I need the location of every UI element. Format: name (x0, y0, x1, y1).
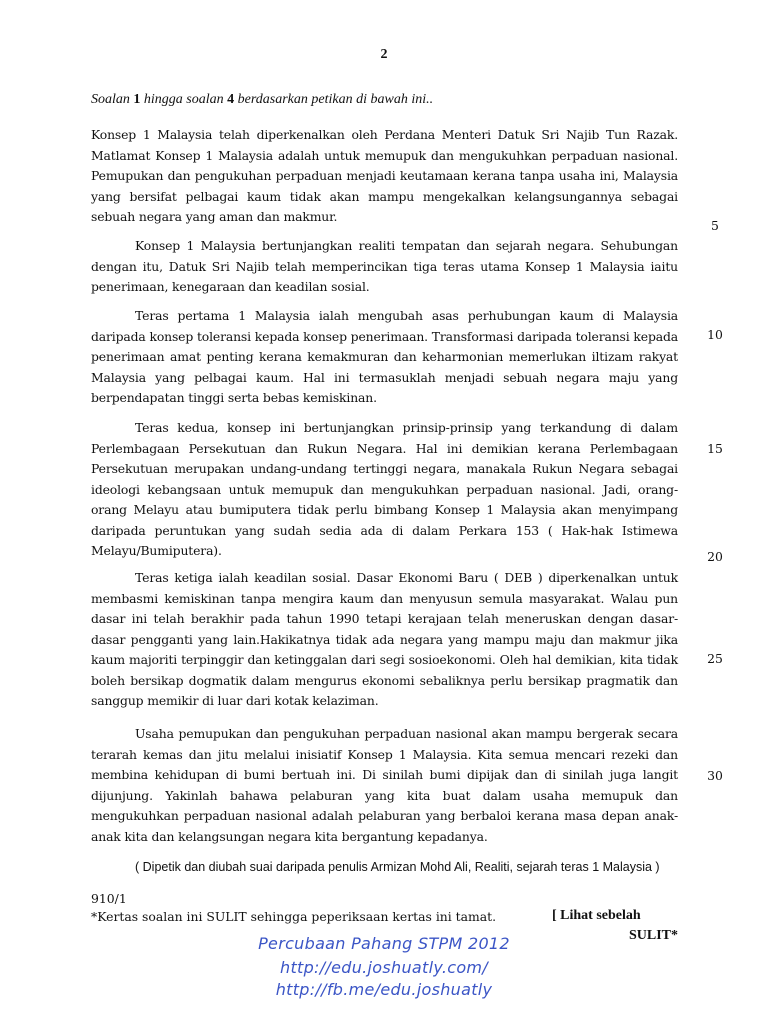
paragraph-5: Teras ketiga ialah keadilan sosial. Dasar Ekonomi Baru ( DEB ) diperkenalkan untuk membasmi kemiskinan tanpa mengira kaum dan menyusun semula masyarakat. Walau pun dasar ini telah berakhir pada tahun 1990 tetapi kerajaan telah meneruskan dengan dasar-dasar pengganti yang lain.Hakikatnya tidak ada negara yang mampu maju dan makmur jika kaum majoriti terpinggir dan ketinggalan dari segi sosioekonomi. Oleh hal demikian, kita tidak boleh bersikap dogmatik dalam mengurus ekonomi sebaliknya perlu bersikap pragmatik dan sanggup memikir di luar dari kotak kelaziman. (91, 570, 678, 708)
watermark-url: http://edu.joshuatly.com/ (280, 958, 488, 977)
line-number: 25 (707, 651, 723, 666)
paragraph-3: Teras pertama 1 Malaysia ialah mengubah asas perhubungan kaum di Malaysia daripada konsep toleransi kepada konsep penerimaan. Transformasi daripada toleransi kepada penerimaan amat penting kerana kemakmuran dan keharmonian memerlukan iltizam rakyat Malaysia yang pelbagai kaum. Hal ini termasuklah menjadi sebuah negara maju yang berpendapatan tinggi serta bebas kemiskinan. (91, 308, 678, 405)
line-number: 5 (711, 218, 719, 233)
instruction-middle: hingga soalan (140, 92, 228, 107)
paragraph-4: Teras kedua, konsep ini bertunjangkan prinsip-prinsip yang terkandung di dalam Perlembagaan Persekutuan dan Rukun Negara. Hal ini demikian kerana Perlembagaan Persekutuan merupakan undang-undang tertinggi negara, manakala Rukun Negara sebagai ideologi kebangsaan untuk memupuk dan mengukuhkan perpaduan nasional. Jadi, orang-orang Melayu atau bumiputera tidak perlu bimbang Konsep 1 Malaysia akan menyimpang daripada peruntukan yang sudah sedia ada di dalam Perkara 153 ( Hak-hak Istimewa Melayu/Bumiputera). (91, 420, 678, 558)
instruction-num1: 1 (133, 92, 141, 107)
paper-code: 910/1 (91, 891, 127, 906)
see-next-page-label: [ Lihat sebelah (552, 908, 641, 923)
sulit-label: SULIT* (628, 928, 678, 943)
watermark-fb-url: http://fb.me/edu.joshuatly (275, 980, 493, 999)
line-number: 30 (707, 768, 723, 783)
instruction-suffix: berdasarkan petikan di bawah ini.. (234, 92, 434, 107)
source-citation: ( Dipetik dan diubah suai daripada penulis Armizan Mohd Ali, Realiti, sejarah teras 1 Malaysia ) (135, 860, 660, 874)
line-number: 20 (707, 549, 723, 564)
confidential-note: *Kertas soalan ini SULIT sehingga peperiksaan kertas ini tamat. (91, 909, 497, 924)
instruction-text (91, 92, 691, 108)
line-number: 15 (707, 441, 723, 456)
line-number: 10 (707, 327, 723, 342)
paragraph-6: Usaha pemupukan dan pengukuhan perpaduan nasional akan mampu bergerak secara terarah kemas dan jitu melalui inisiatif Konsep 1 Malaysia. Kita semua mencari rezeki dan membina kehidupan di bumi bertuah ini. Di sinilah bumi dipijak dan di sinilah juga langit dijunjung. Yakinlah bahawa pelaburan yang kita buat dalam usaha memupuk dan mengukuhkan perpaduan nasional adalah pelaburan yang berbaloi kerana masa depan anak-anak kita dan kelangsungan negara kita bergantung kepadanya. (91, 726, 678, 844)
paragraph-1: Konsep 1 Malaysia telah diperkenalkan oleh Perdana Menteri Datuk Sri Najib Tun Razak. Matlamat Konsep 1 Malaysia adalah untuk memupuk dan mengukuhkan perpaduan nasional. Pemupukan dan pengukuhan perpaduan menjadi keutamaan kerana tanpa usaha ini, Malaysia yang bersifat pelbagai kaum tidak akan mampu mengekalkan kelangsungannya sebagai sebuah negara yang aman dan makmur. (91, 127, 678, 224)
page-number: 2 (380, 47, 388, 62)
instruction-num2: 4 (227, 92, 235, 107)
paragraph-2: Konsep 1 Malaysia bertunjangkan realiti tempatan dan sejarah negara. Sehubungan dengan itu, Datuk Sri Najib telah memperincikan tiga teras utama Konsep 1 Malaysia iaitu penerimaan, kenegaraan dan keadilan sosial. (91, 238, 678, 294)
instruction-prefix: Soalan (91, 92, 134, 107)
watermark-title: Percubaan Pahang STPM 2012 (258, 934, 510, 953)
